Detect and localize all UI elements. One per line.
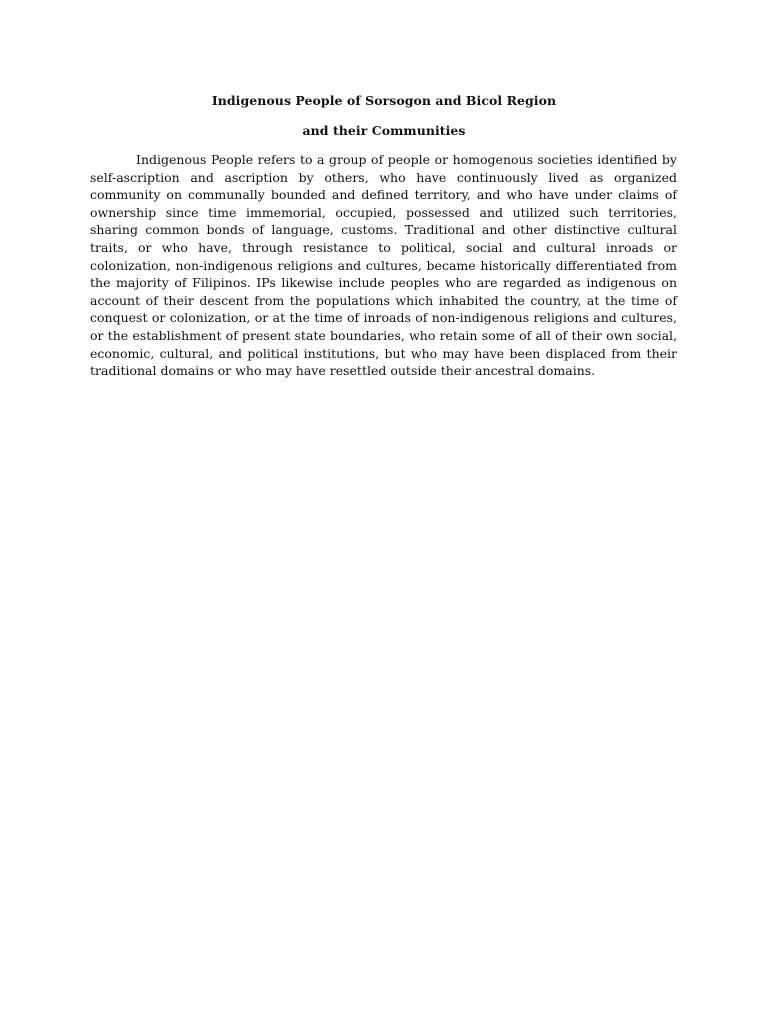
document-title-line-2: and their Communities [302,123,466,138]
document-title-line-1: Indigenous People of Sorsogon and Bicol Region [211,93,557,108]
body-paragraph: Indigenous People refers to a group of people or homogenous societies identified by self-ascription and ascription by others, who have continuously lived as organized community on communally bounded and defined territory, and who have under claims of ownership since time immemorial, occupied, possessed and utilized such territories, sharing common bonds of language, customs. Traditional and other distinctive cultural traits, or who have, through resistance to political, social and cultural inroads or colonization, non-indigenous religions and cultures, became historically differentiated from the majority of Filipinos. IPs likewise include peoples who are regarded as indigenous on account of their descent from the populations which inhabited the country, at the time of conquest or colonization, or at the time of inroads of non-indigenous religions and cultures, or the establishment of present state boundaries, who retain some of all of their own social, economic, cultural, and political institutions, but who may have been displaced from their traditional domains or who may have resettled outside their ancestral domains. [90,152,677,379]
